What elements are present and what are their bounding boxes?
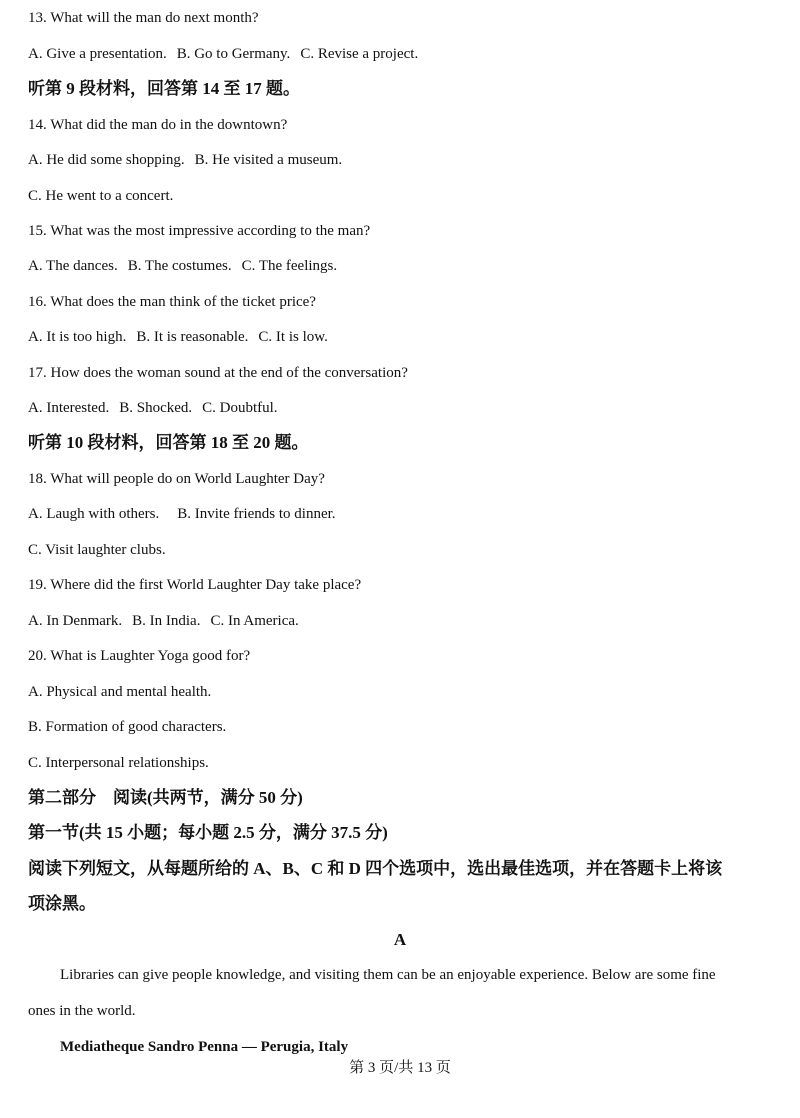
option-c: C. He went to a concert. — [28, 188, 174, 204]
instruction-line-2: 项涂黑。 — [28, 894, 96, 913]
section-heading: 第一节(共 15 小题；每小题 2.5 分，满分 37.5 分) — [28, 823, 388, 842]
library-subheading: Mediatheque Sandro Penna — Perugia, Italy — [60, 1039, 349, 1055]
option-c: C. Visit laughter clubs. — [28, 542, 166, 558]
option-b: B. It is reasonable. — [136, 329, 249, 345]
option-b: B. Invite friends to dinner. — [177, 506, 336, 522]
part-heading: 第二部分 阅读(共两节，满分 50 分) — [28, 788, 303, 807]
option-c: C. Doubtful. — [202, 400, 278, 416]
options-line — [28, 44, 428, 64]
option-b: B. Formation of good characters. — [28, 719, 227, 735]
option-a: A. The dances. — [28, 258, 118, 274]
instruction-line-1: 阅读下列短文，从每题所给的 A、B、C 和 D 四个选项中，选出最佳选项，并在答题卡上将该 — [28, 859, 723, 878]
page-footer: 第 3 页/共 13 页 — [349, 1060, 451, 1076]
options-line — [28, 256, 347, 276]
option-b: B. Shocked. — [119, 400, 193, 416]
section-heading-9: 听第 9 段材料，回答第 14 至 17 题。 — [28, 79, 300, 98]
options-line — [28, 398, 288, 418]
option-a: A. Physical and mental health. — [28, 684, 212, 700]
option-a: A. In Denmark. — [28, 613, 123, 629]
option-a: A. Interested. — [28, 400, 110, 416]
option-c: C. It is low. — [258, 329, 328, 345]
option-a: A. He did some shopping. — [28, 152, 185, 168]
option-a: A. It is too high. — [28, 329, 127, 345]
options-line — [28, 150, 352, 170]
option-b: B. Go to Germany. — [176, 46, 291, 62]
passage-paragraph-line-1: Libraries can give people knowledge, and visiting them can be an enjoyable experience. Below are some fine — [60, 967, 716, 983]
option-c: C. Interpersonal relationships. — [28, 755, 209, 771]
option-a: A. Give a presentation. — [28, 46, 167, 62]
option-c: C. The feelings. — [241, 258, 338, 274]
question-stem: 13. What will the man do next month? — [28, 10, 259, 26]
question-stem: 15. What was the most impressive according to the man? — [28, 223, 371, 239]
option-a: A. Laugh with others. — [28, 506, 160, 522]
passage-letter: A — [393, 930, 407, 949]
question-stem: 18. What will people do on World Laughter Day? — [28, 471, 325, 487]
option-b: B. In India. — [132, 613, 201, 629]
question-stem: 19. Where did the first World Laughter Day take place? — [28, 577, 362, 593]
options-line — [28, 611, 309, 631]
option-b: B. He visited a museum. — [194, 152, 343, 168]
option-c: C. Revise a project. — [300, 46, 419, 62]
question-stem: 20. What is Laughter Yoga good for? — [28, 648, 251, 664]
option-c: C. In America. — [210, 613, 299, 629]
options-line — [28, 327, 338, 347]
question-stem: 17. How does the woman sound at the end of the conversation? — [28, 365, 408, 381]
option-b: B. The costumes. — [127, 258, 232, 274]
passage-paragraph-line-2: ones in the world. — [28, 1003, 136, 1019]
options-line — [28, 504, 346, 524]
section-heading-10: 听第 10 段材料，回答第 18 至 20 题。 — [28, 433, 309, 452]
question-stem: 16. What does the man think of the ticket price? — [28, 294, 316, 310]
question-stem: 14. What did the man do in the downtown? — [28, 117, 288, 133]
